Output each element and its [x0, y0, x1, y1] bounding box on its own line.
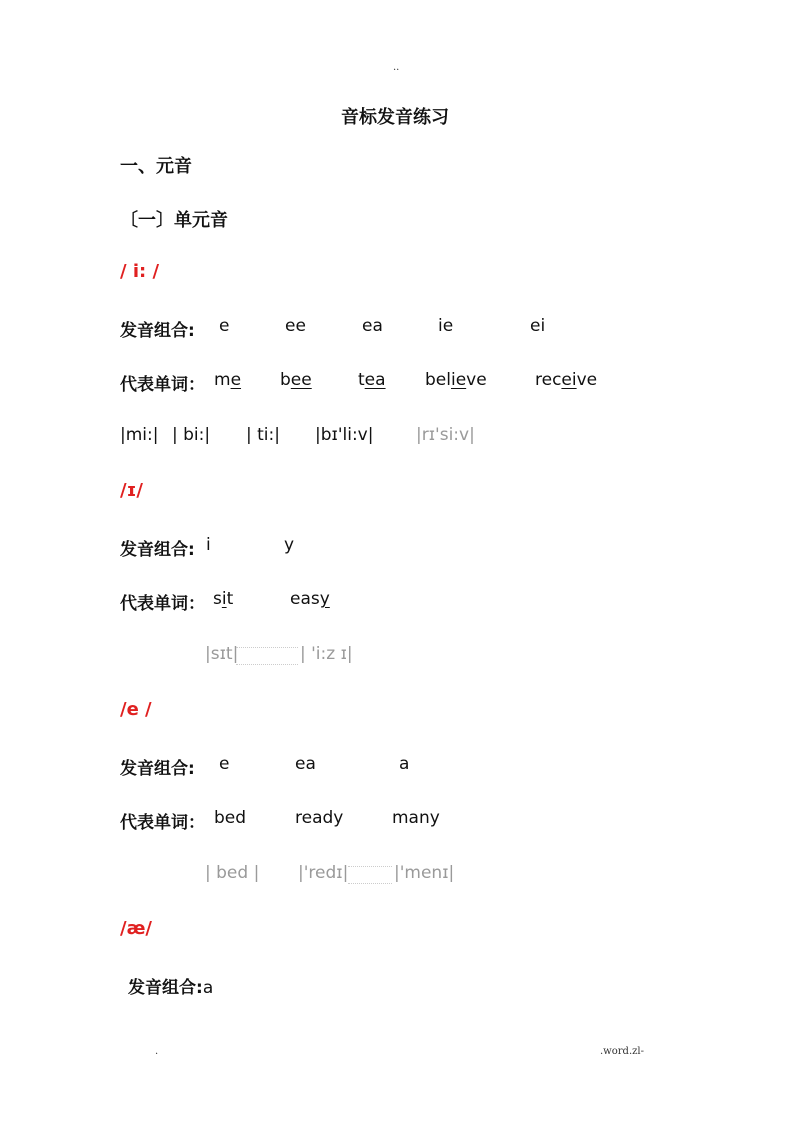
- combo-item: ea: [295, 754, 316, 774]
- phonetic: |rɪ'si:v|: [416, 425, 475, 445]
- example-word: believe: [425, 370, 487, 390]
- combo-item: e: [219, 316, 230, 336]
- subsection-heading: 〔一〕单元音: [120, 210, 228, 231]
- combo-line: [128, 973, 213, 998]
- example-word: easy: [290, 589, 330, 609]
- words-label: 代表单词：: [120, 375, 205, 395]
- combo-item: ea: [362, 316, 383, 336]
- phonetic: |'redɪ|: [298, 863, 349, 883]
- vowel-symbol-e: /e /: [120, 699, 152, 720]
- phonetic: |sɪt|: [205, 644, 239, 664]
- example-word: ready: [295, 808, 344, 828]
- example-word: many: [392, 808, 440, 828]
- phonetic: |'menɪ|: [394, 863, 455, 883]
- example-word: bed: [214, 808, 247, 828]
- combo-item: ei: [530, 316, 546, 336]
- example-word: me: [214, 370, 242, 390]
- example-word: receive: [535, 370, 598, 390]
- combo-label: 发音组合:: [120, 759, 195, 779]
- words-label: 代表单词：: [120, 594, 205, 614]
- combo-label: 发音组合:: [120, 540, 195, 560]
- vowel-symbol-i-short: /ɪ/: [120, 480, 143, 501]
- dotted-placeholder: [236, 647, 298, 665]
- combo-label: 发音组合:: [128, 978, 203, 998]
- combo-item: ee: [285, 316, 306, 336]
- example-word: tea: [358, 370, 386, 390]
- page-title: 音标发音练习: [341, 107, 449, 128]
- phonetic: | bi:|: [172, 425, 211, 445]
- combo-item: a: [202, 978, 214, 998]
- combo-item: e: [219, 754, 230, 774]
- phonetic: | 'i:z ɪ|: [300, 644, 353, 664]
- example-word: sit: [213, 589, 234, 609]
- combo-item: ie: [438, 316, 454, 336]
- phonetic: |bɪ'li:v|: [315, 425, 374, 445]
- phonetic: | ti:|: [246, 425, 280, 445]
- vowel-symbol-ae: /æ/: [120, 918, 153, 939]
- words-label: 代表单词：: [120, 813, 205, 833]
- combo-item: y: [284, 535, 295, 555]
- combo-label: 发音组合:: [120, 321, 195, 341]
- combo-item: i: [206, 535, 211, 555]
- vowel-symbol-i-long: / i: /: [120, 261, 160, 282]
- footer-left: .: [155, 1046, 159, 1057]
- dotted-placeholder: [348, 866, 392, 884]
- header-mark: ..: [393, 62, 400, 73]
- phonetic: | bed |: [205, 863, 260, 883]
- phonetic: |mi:|: [120, 425, 159, 445]
- example-word: bee: [280, 370, 312, 390]
- combo-item: a: [399, 754, 410, 774]
- footer-right: .word.zl-: [600, 1046, 644, 1057]
- section-heading: 一、元音: [120, 156, 192, 177]
